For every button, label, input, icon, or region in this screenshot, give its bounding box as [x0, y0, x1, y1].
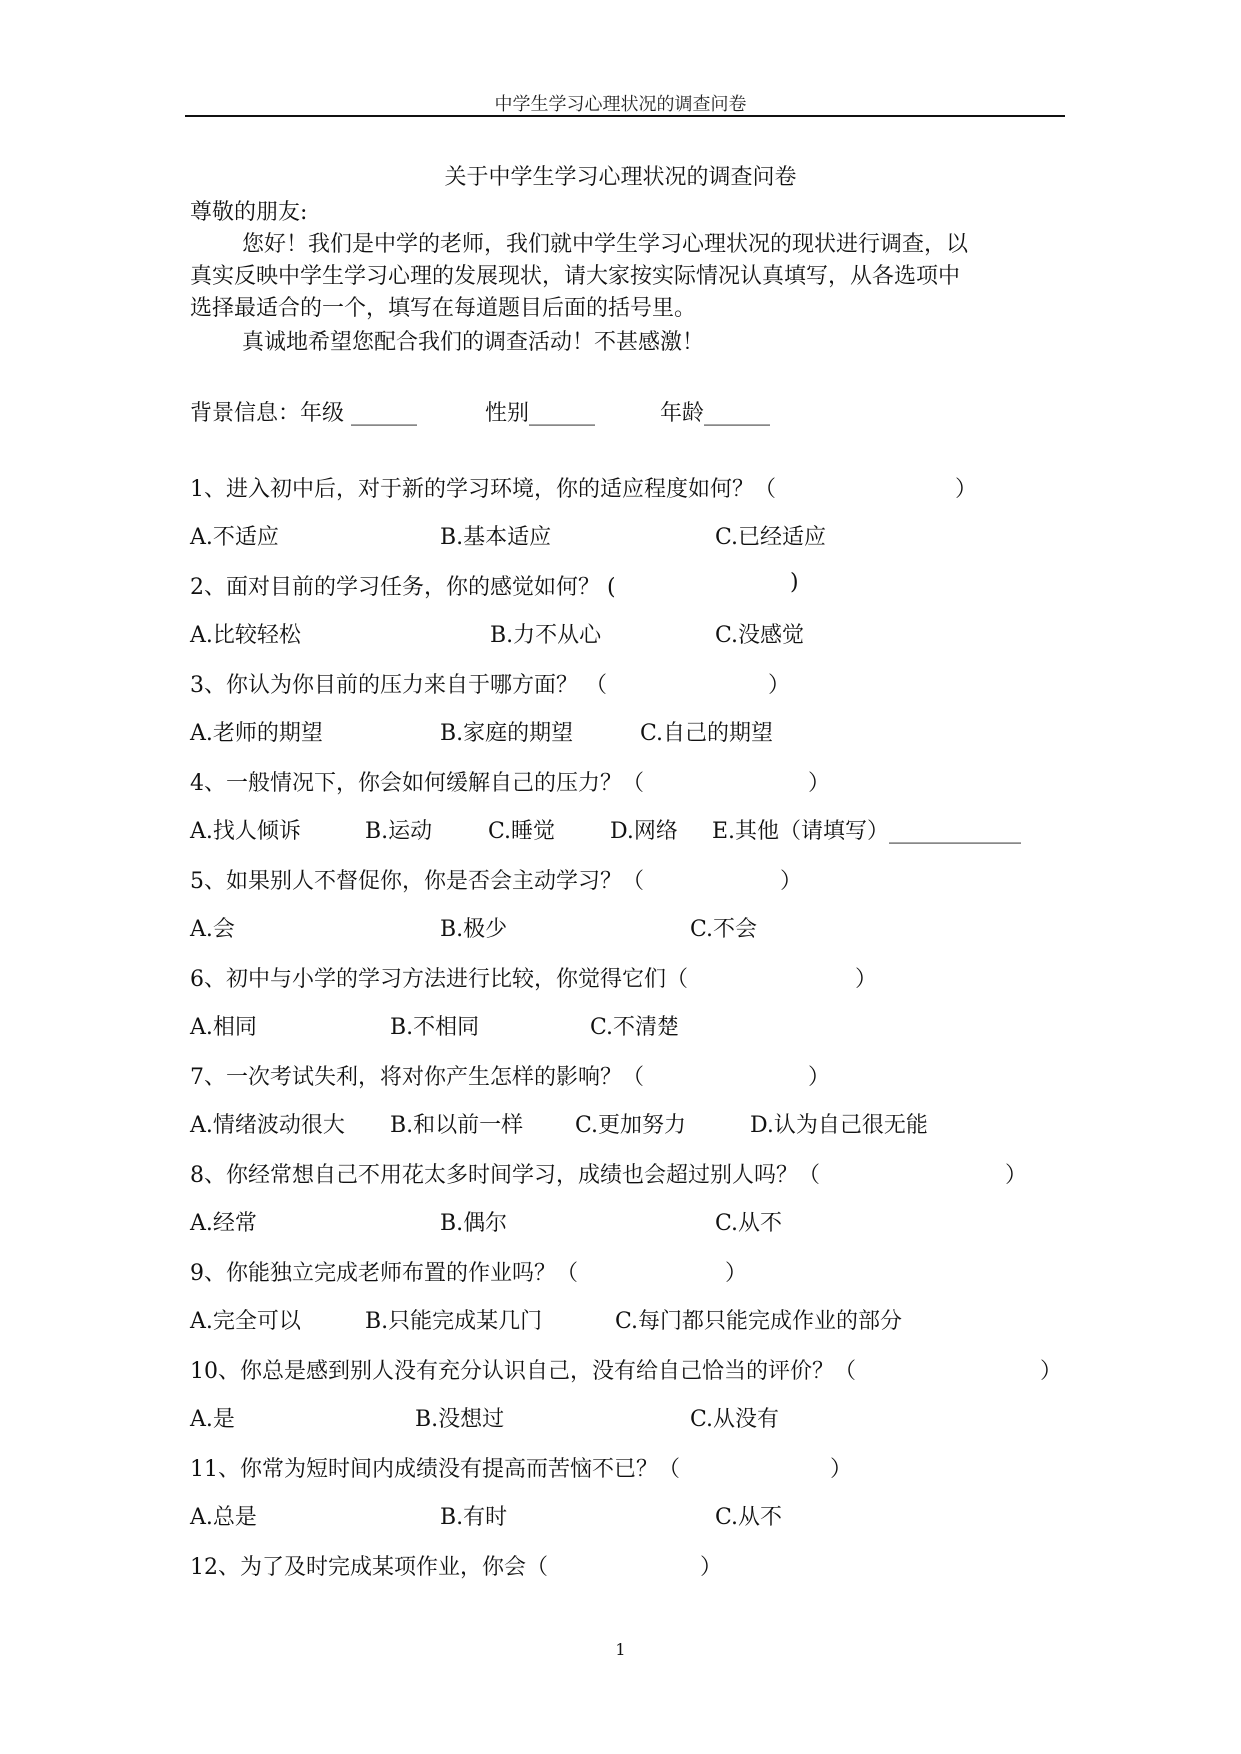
background-grade: 背景信息：年级 ______	[190, 401, 417, 426]
q1-option-a: A.不适应	[190, 525, 279, 550]
q5-option-a: A.会	[190, 917, 235, 942]
background-gender: 性别______	[485, 401, 596, 426]
question-6: 6、初中与小学的学习方法进行比较，你觉得它们（	[190, 967, 688, 992]
q8-option-a: A.经常	[190, 1211, 257, 1236]
question-10-close: ）	[1040, 1359, 1063, 1384]
question-7: 7、一次考试失利，将对你产生怎样的影响？（	[190, 1065, 644, 1090]
background-age: 年龄______	[660, 401, 771, 426]
q3-option-c: C.自己的期望	[640, 721, 774, 746]
q2-option-c: C.没感觉	[715, 623, 805, 648]
question-12: 12、为了及时完成某项作业，你会（	[190, 1555, 548, 1580]
question-10: 10、你总是感到别人没有充分认识自己，没有给自己恰当的评价？（	[190, 1359, 856, 1384]
intro-line-1: 您好！我们是中学的老师，我们就中学生学习心理状况的现状进行调查，以	[242, 232, 969, 257]
q4-option-b: B.运动	[365, 819, 433, 844]
closing-line: 真诚地希望您配合我们的调查活动！不甚感激！	[242, 330, 705, 355]
question-4: 4、一般情况下，你会如何缓解自己的压力？（	[190, 771, 644, 796]
q9-option-c: C.每门都只能完成作业的部分	[615, 1309, 903, 1334]
q6-option-b: B.不相同	[390, 1015, 480, 1040]
q9-option-b: B.只能完成某几门	[365, 1309, 543, 1334]
question-11: 11、你常为短时间内成绩没有提高而苦恼不已？（	[190, 1457, 680, 1482]
intro-line-2: 真实反映中学生学习心理的发展现状，请大家按实际情况认真填写，从各选项中	[190, 264, 961, 289]
q11-option-b: B.有时	[440, 1505, 508, 1530]
q3-option-a: A.老师的期望	[190, 721, 323, 746]
q7-option-c: C.更加努力	[575, 1113, 687, 1138]
q8-option-c: C.从不	[715, 1211, 783, 1236]
question-1: 1、进入初中后，对于新的学习环境，你的适应程度如何？（	[190, 477, 776, 502]
q3-option-b: B.家庭的期望	[440, 721, 574, 746]
page-number: 1	[615, 1640, 626, 1659]
q9-option-a: A.完全可以	[190, 1309, 301, 1334]
running-header: 中学生学习心理状况的调查问卷	[494, 94, 747, 115]
question-3: 3、你认为你目前的压力来自于哪方面？ （	[190, 673, 607, 698]
q4-option-a: A.找人倾诉	[190, 819, 301, 844]
q2-option-a: A.比较轻松	[190, 623, 301, 648]
question-6-close: ）	[855, 967, 878, 992]
question-5-close: ）	[780, 869, 803, 894]
q6-option-a: A.相同	[190, 1015, 257, 1040]
q4-option-c: C.睡觉	[488, 819, 556, 844]
question-4-close: ）	[808, 771, 831, 796]
q11-option-c: C.从不	[715, 1505, 783, 1530]
q10-option-b: B.没想过	[415, 1407, 505, 1432]
q4-option-d: D.网络	[610, 819, 678, 844]
question-9-close: ）	[725, 1261, 748, 1286]
q5-option-b: B.极少	[440, 917, 508, 942]
question-11-close: ）	[830, 1457, 853, 1482]
question-7-close: ）	[808, 1065, 831, 1090]
intro-line-3: 选择最适合的一个，填写在每道题目后面的括号里。	[190, 296, 697, 321]
q7-option-d: D.认为自己很无能	[750, 1113, 928, 1138]
question-2: 2、面对目前的学习任务，你的感觉如何？ (	[190, 575, 616, 600]
q8-option-b: B.偶尔	[440, 1211, 508, 1236]
page-title: 关于中学生学习心理状况的调查问卷	[444, 165, 797, 190]
question-9: 9、你能独立完成老师布置的作业吗？（	[190, 1261, 578, 1286]
q1-option-c: C.已经适应	[715, 525, 827, 550]
q1-option-b: B.基本适应	[440, 525, 552, 550]
question-12-close: ）	[700, 1555, 723, 1580]
q11-option-a: A.总是	[190, 1505, 257, 1530]
q10-option-a: A.是	[190, 1407, 235, 1432]
question-8-close: ）	[1005, 1163, 1028, 1188]
q6-option-c: C.不清楚	[590, 1015, 680, 1040]
greeting: 尊敬的朋友:	[190, 200, 308, 225]
q10-option-c: C.从没有	[690, 1407, 780, 1432]
q7-option-b: B.和以前一样	[390, 1113, 524, 1138]
question-5: 5、如果别人不督促你，你是否会主动学习？（	[190, 869, 644, 894]
question-1-close: ）	[955, 477, 978, 502]
q7-option-a: A.情绪波动很大	[190, 1113, 345, 1138]
q5-option-c: C.不会	[690, 917, 758, 942]
q4-option-e: E.其他（请填写）____________	[712, 819, 1022, 844]
q2-option-b: B.力不从心	[490, 623, 602, 648]
question-2-close: )	[790, 570, 799, 595]
question-3-close: ）	[768, 673, 791, 698]
header-divider	[185, 115, 1065, 117]
question-8: 8、你经常想自己不用花太多时间学习，成绩也会超过别人吗？（	[190, 1163, 820, 1188]
